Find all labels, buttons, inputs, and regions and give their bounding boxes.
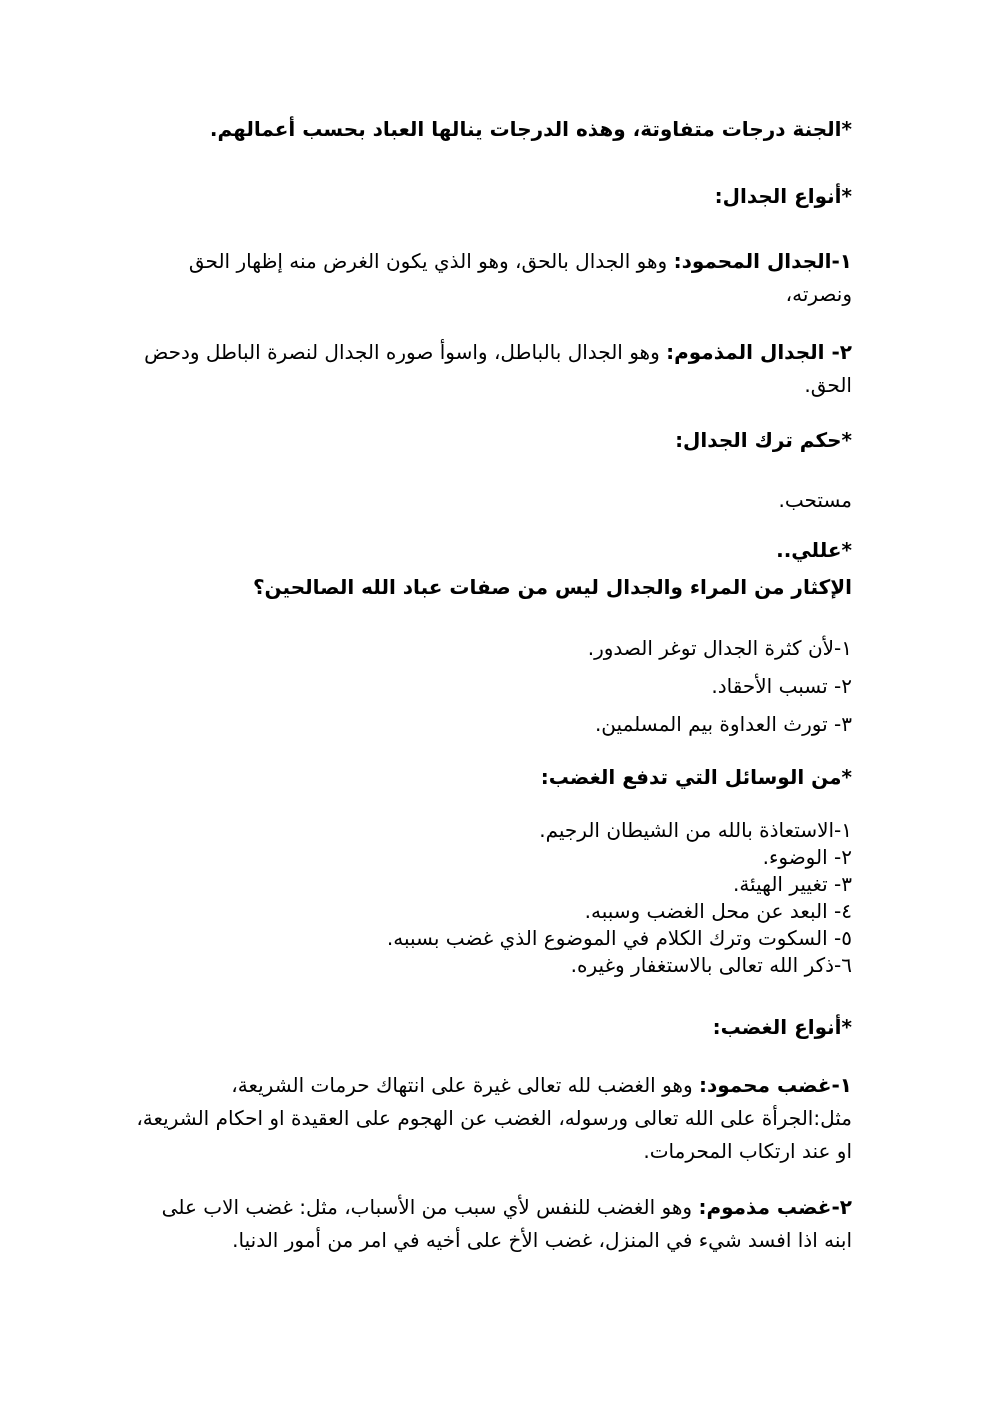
- list-item-wasail-3: ٣- تغيير الهيئة.: [732, 872, 852, 896]
- document-content: [136, 113, 852, 1257]
- definition-jadal-mahmoud: وهو الجدال بالحق، وهو الذي يكون الغرض منه إظهار الحق ونصرته،: [188, 249, 852, 306]
- list-item-reason-1: ١-لأن كثرة الجدال توغر الصدور.: [587, 636, 852, 660]
- term-ghadab-mahmoud: ١-غضب محمود:: [698, 1073, 852, 1097]
- answer-hukm: مستحب.: [778, 488, 852, 512]
- list-wasail: [136, 817, 852, 979]
- list-allili-reasons: [136, 629, 852, 743]
- definition-ghadab-mahmoud: وهو الغضب لله تعالى غيرة على انتهاك حرمات الشريعة، مثل:الجرأة على الله تعالى ورسوله، الغضب عن الهجوم على العقيدة او احكام الشريعة، او عند ارتكاب المحرمات.: [136, 1073, 852, 1163]
- question-allili: الإكثار من المراء والجدال ليس من صفات عباد الله الصالحين؟: [252, 575, 852, 599]
- definition-ghadab-mathmoum: وهو الغضب للنفس لأي سبب من الأسباب، مثل: غضب الاب على ابنه اذا افسد شيء في المنزل، غضب الأخ على أخيه في امر من أمور الدنيا.: [161, 1195, 852, 1252]
- heading-ghadab-types: *أنواع الغضب:: [712, 1015, 852, 1039]
- section-allili: [136, 532, 852, 606]
- list-item-wasail-2: ٢- الوضوء.: [762, 845, 852, 869]
- heading-allili: *عللي..: [776, 538, 852, 562]
- list-item-reason-2: ٢- تسبب الأحقاد.: [711, 674, 852, 698]
- heading-hukm-tark-jadal: *حكم ترك الجدال:: [675, 428, 852, 452]
- list-item-wasail-4: ٤- البعد عن محل الغضب وسببه.: [584, 899, 852, 923]
- definition-jadal-mathmoum: وهو الجدال بالباطل، واسوأ صوره الجدال لنصرة الباطل ودحض الحق.: [144, 340, 852, 397]
- term-ghadab-mathmoum: ٢-غضب مذموم:: [698, 1195, 852, 1219]
- term-jadal-mathmoum: ٢- الجدال المذموم:: [666, 340, 852, 364]
- paragraph-jadal-mahmoud: [136, 245, 852, 311]
- intro-statement: *الجنة درجات متفاوتة، وهذه الدرجات ينالها العباد بحسب أعمالهم.: [209, 117, 852, 141]
- heading-wasail-ghadab: *من الوسائل التي تدفع الغضب:: [540, 765, 852, 789]
- list-item-wasail-6: ٦-ذكر الله تعالى بالاستغفار وغيره.: [570, 953, 852, 977]
- heading-jadal-types: *أنواع الجدال:: [714, 184, 852, 208]
- term-jadal-mahmoud: ١-الجدال المحمود:: [673, 249, 852, 273]
- paragraph-ghadab-mathmoum: [136, 1191, 852, 1257]
- paragraph-ghadab-mahmoud: [136, 1069, 852, 1168]
- list-item-wasail-1: ١-الاستعاذة بالله من الشيطان الرجيم.: [539, 818, 852, 842]
- list-item-reason-3: ٣- تورث العداوة بيم المسلمين.: [594, 712, 852, 736]
- list-item-wasail-5: ٥- السكوت وترك الكلام في الموضوع الذي غضب بسببه.: [386, 926, 852, 950]
- paragraph-jadal-mathmoum: [136, 336, 852, 402]
